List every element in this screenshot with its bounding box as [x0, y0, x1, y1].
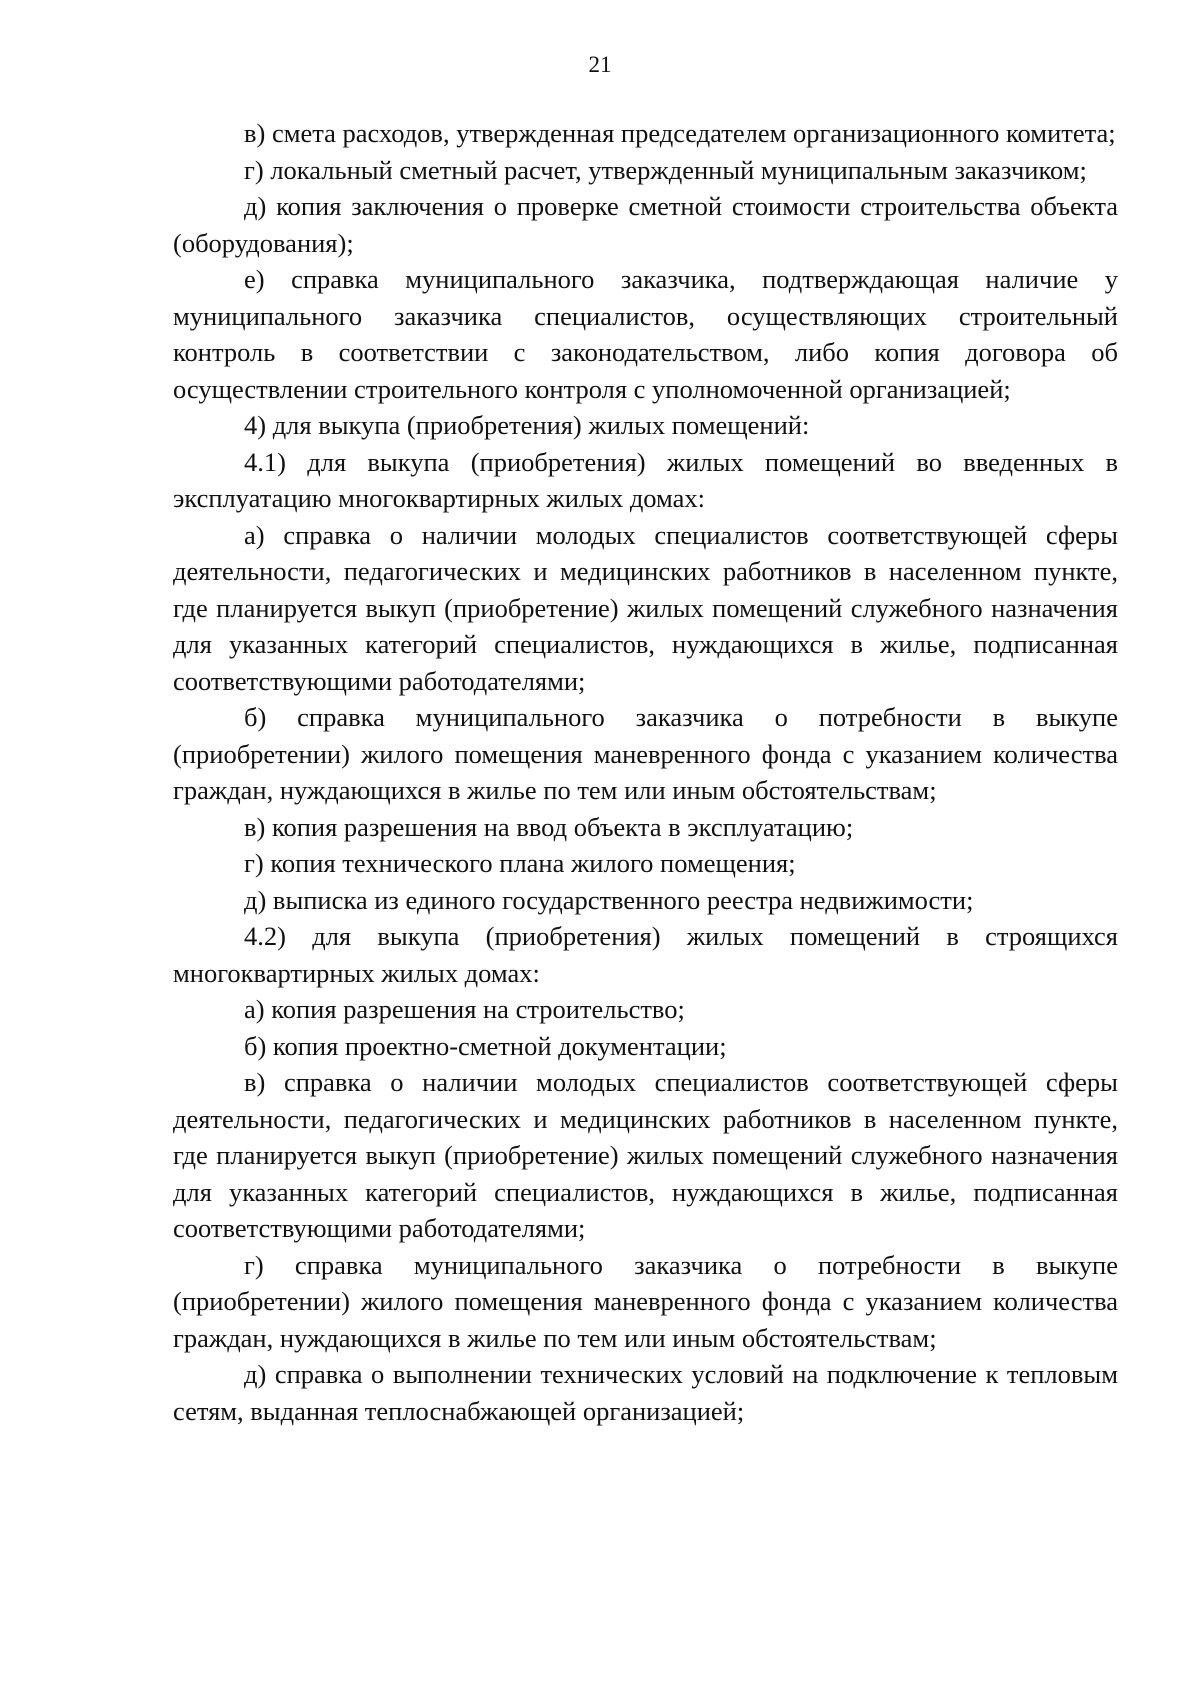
paragraph-4-1-commissioned-buildings: 4.1) для выкупа (приобретения) жилых помещений во введенных в эксплуатацию многоквартирных жилых домах: [173, 446, 1118, 513]
paragraph-4-1-d-registry-extract: д) выписка из единого государственного реестра недвижимости; [244, 884, 974, 915]
paragraph-4-2-d-heating-network: д) справка о выполнении технических условий на подключение к тепловым сетям, выданная теплоснабжающей организацией; [173, 1359, 1118, 1426]
page-number: 21 [588, 52, 612, 77]
paragraph-4-2-v-specialists-certificate: в) справка о наличии молодых специалистов соответствующей сферы деятельности, педагогических и медицинских работников в населенном пункте, где планируется выкуп (приобретение) жилых помещений служебного назначения для указанных категорий специалистов, нуждающихся в жилье, подписанная соответствующими работодателями; [173, 1067, 1118, 1243]
paragraph-4-housing-purchase: 4) для выкупа (приобретения) жилых помещений: [244, 410, 810, 440]
document-body [173, 115, 1118, 1429]
paragraph-4-2-a-building-permit: а) копия разрешения на строительство; [244, 994, 685, 1024]
paragraph-v-cost-estimate: в) смета расходов, утвержденная председателем организационного комитета; [244, 118, 1116, 148]
paragraph-g-local-estimate: г) локальный сметный расчет, утвержденный муниципальным заказчиком; [244, 154, 1087, 185]
paragraph-4-1-a-specialists-certificate: а) справка о наличии молодых специалистов соответствующей сферы деятельности, педагогических и медицинских работников в населенном пункте, где планируется выкуп (приобретение) жилых помещений служебного назначения для указанных категорий специалистов, нуждающихся в жилье, подписанная соответствующими работодателями; [173, 519, 1118, 696]
paragraph-4-2-buildings-under-construction: 4.2) для выкупа (приобретения) жилых помещений в строящихся многоквартирных жилых домах: [173, 921, 1118, 988]
paragraph-e-construction-control: е) справка муниципального заказчика, подтверждающая наличие у муниципального заказчика специалистов, осуществляющих строительный контроль в соответствии с законодательством, либо копия договора об осуществлении строительного контроля с уполномоченной организацией; [173, 264, 1118, 404]
paragraph-4-1-b-maneuver-fund: б) справка муниципального заказчика о потребности в выкупе (приобретении) жилого помещения маневренного фонда с указанием количества граждан, нуждающихся в жилье по тем или иным обстоятельствам; [173, 702, 1118, 805]
paragraph-4-2-b-design-documentation: б) копия проектно-сметной документации; [244, 1030, 727, 1061]
paragraph-d-estimate-review: д) копия заключения о проверке сметной стоимости строительства объекта (оборудования); [173, 191, 1118, 258]
paragraph-4-1-g-technical-plan: г) копия технического плана жилого помещения; [244, 848, 796, 878]
paragraph-4-1-v-commissioning-permit: в) копия разрешения на ввод объекта в эксплуатацию; [244, 811, 854, 842]
paragraph-4-2-g-maneuver-fund: г) справка муниципального заказчика о потребности в выкупе (приобретении) жилого помещения маневренного фонда с указанием количества граждан, нуждающихся в жилье по тем или иным обстоятельствам; [173, 1249, 1118, 1353]
